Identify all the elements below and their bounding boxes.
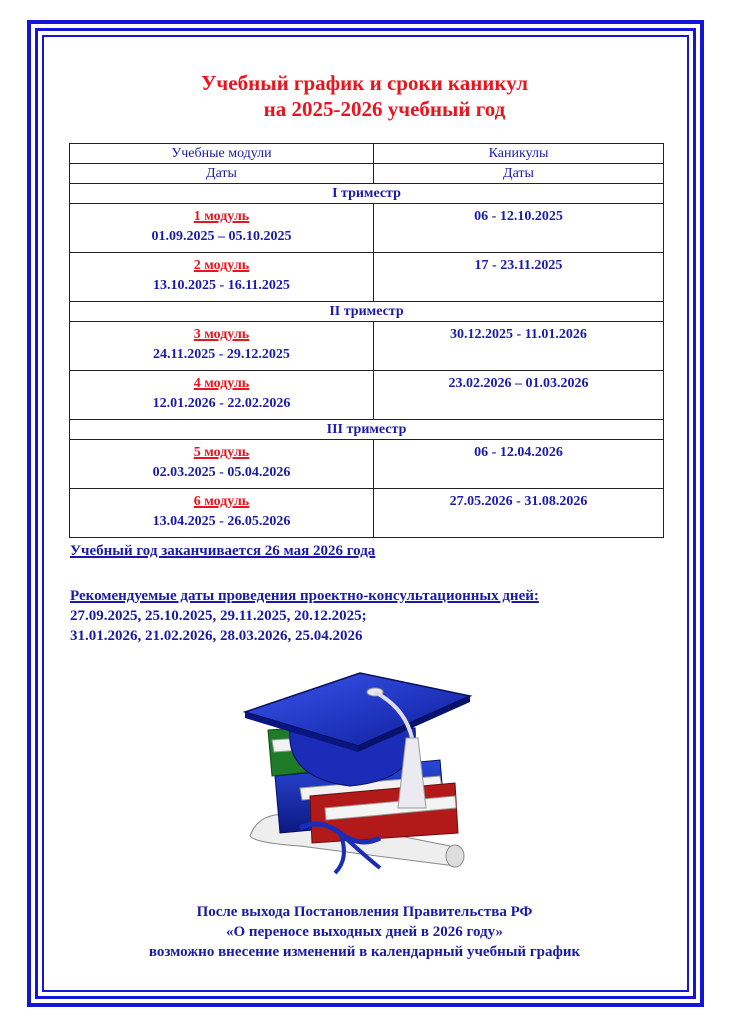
footer-note: [0, 902, 729, 962]
footer-line2: «О переносе выходных дней в 2026 году»: [226, 924, 503, 940]
module-name: 6 модуль: [193, 494, 250, 509]
table-row: [70, 253, 664, 302]
table-row: [70, 489, 664, 538]
vacation-dates: 06 - 12.10.2025: [374, 204, 664, 253]
page-title-line2: на 2025-2026 учебный год: [263, 97, 506, 121]
trimester-label: II триместр: [70, 302, 664, 322]
vacation-dates: 30.12.2025 - 11.01.2026: [374, 322, 664, 371]
module-name: 2 модуль: [193, 258, 250, 273]
trimester-row: [70, 302, 664, 322]
schedule-table: [69, 143, 664, 538]
vacation-dates: 17 - 23.11.2025: [374, 253, 664, 302]
recommended-dates: [70, 586, 539, 646]
header-row: [70, 144, 664, 164]
module-cell: [70, 322, 374, 371]
module-cell: [70, 440, 374, 489]
module-cell: [70, 253, 374, 302]
graduation-cap-illustration: [240, 668, 482, 876]
module-name: 1 модуль: [193, 209, 250, 224]
trimester-label: I триместр: [70, 184, 664, 204]
module-cell: [70, 204, 374, 253]
module-name: 3 модуль: [193, 327, 250, 342]
module-dates: 24.11.2025 - 29.12.2025: [153, 347, 290, 362]
footer-line3: возможно внесение изменений в календарный учебный график: [148, 944, 581, 960]
col-header-vacations: Каникулы: [374, 144, 664, 164]
module-dates: 13.10.2025 - 16.11.2025: [153, 278, 290, 293]
module-name: 4 модуль: [193, 376, 250, 391]
table-row: [70, 322, 664, 371]
module-name: 5 модуль: [193, 445, 250, 460]
vacation-dates: 27.05.2026 - 31.08.2026: [374, 489, 664, 538]
end-of-year-note: Учебный год заканчивается 26 мая 2026 года: [70, 543, 376, 559]
module-dates: 13.04.2025 - 26.05.2026: [152, 514, 291, 529]
recommended-heading: Рекомендуемые даты проведения проектно-консультационных дней:: [70, 588, 539, 604]
trimester-row: [70, 420, 664, 440]
module-dates: 12.01.2026 - 22.02.2026: [152, 396, 291, 411]
trimester-label: III триместр: [70, 420, 664, 440]
table-row: [70, 440, 664, 489]
recommended-dates-line2: 31.01.2026, 21.02.2026, 28.03.2026, 25.04.2026: [70, 628, 363, 644]
table-row: [70, 204, 664, 253]
module-cell: [70, 371, 374, 420]
module-dates: 01.09.2025 – 05.10.2025: [151, 229, 292, 244]
col-sub-dates-modules: Даты: [70, 164, 374, 184]
table-row: [70, 371, 664, 420]
col-header-modules: Учебные модули: [70, 144, 374, 164]
vacation-dates: 06 - 12.04.2026: [374, 440, 664, 489]
module-dates: 02.03.2025 - 05.04.2026: [152, 465, 291, 480]
footer-line1: После выхода Постановления Правительства РФ: [196, 904, 533, 920]
page-title-line1: Учебный график и сроки каникул: [201, 71, 528, 95]
col-sub-dates-vacations: Даты: [374, 164, 664, 184]
module-cell: [70, 489, 374, 538]
trimester-row: [70, 184, 664, 204]
recommended-dates-line1: 27.09.2025, 25.10.2025, 29.11.2025, 20.12.2025;: [70, 608, 367, 624]
subheader-row: [70, 164, 664, 184]
vacation-dates: 23.02.2026 – 01.03.2026: [374, 371, 664, 420]
